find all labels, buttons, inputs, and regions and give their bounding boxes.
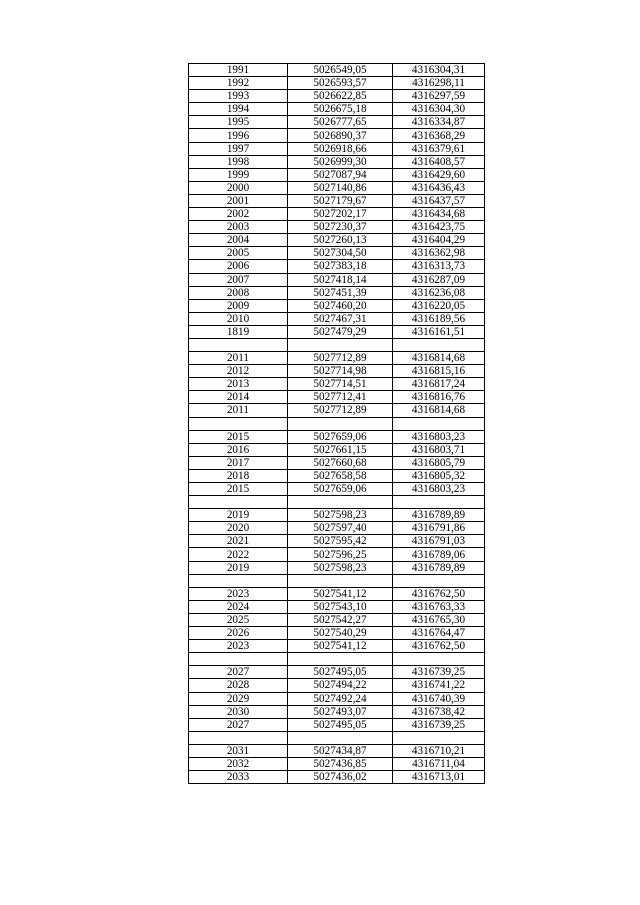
y-coordinate-cell: 4316738,42 (393, 705, 485, 718)
table-row (189, 430, 485, 443)
x-coordinate-cell: 5027712,89 (288, 352, 393, 365)
y-coordinate-cell: 4316287,09 (393, 273, 485, 286)
table-row (189, 731, 485, 744)
table-row (189, 234, 485, 247)
y-coordinate-cell (393, 574, 485, 587)
table-row (189, 600, 485, 613)
table-row (189, 522, 485, 535)
point-number-cell: 2003 (189, 221, 288, 234)
x-coordinate-cell: 5027495,05 (288, 666, 393, 679)
table-row (189, 469, 485, 482)
table-row (189, 561, 485, 574)
y-coordinate-cell: 4316765,30 (393, 613, 485, 626)
table-row (189, 116, 485, 129)
x-coordinate-cell: 5027451,39 (288, 286, 393, 299)
x-coordinate-cell: 5027492,24 (288, 692, 393, 705)
point-number-cell: 2013 (189, 378, 288, 391)
point-number-cell: 2006 (189, 260, 288, 273)
x-coordinate-cell: 5026890,37 (288, 129, 393, 142)
point-number-cell: 2009 (189, 299, 288, 312)
table-row (189, 692, 485, 705)
table-row (189, 574, 485, 587)
y-coordinate-cell: 4316710,21 (393, 744, 485, 757)
x-coordinate-cell (288, 574, 393, 587)
point-number-cell: 1995 (189, 116, 288, 129)
table-row (189, 640, 485, 653)
point-number-cell: 2015 (189, 430, 288, 443)
point-number-cell: 2031 (189, 744, 288, 757)
x-coordinate-cell: 5027493,07 (288, 705, 393, 718)
x-coordinate-cell (288, 338, 393, 351)
x-coordinate-cell: 5026622,85 (288, 90, 393, 103)
coordinates-table-body (189, 64, 485, 784)
table-row (189, 64, 485, 77)
x-coordinate-cell: 5027436,85 (288, 757, 393, 770)
x-coordinate-cell: 5027542,27 (288, 613, 393, 626)
y-coordinate-cell: 4316711,04 (393, 757, 485, 770)
y-coordinate-cell: 4316791,03 (393, 535, 485, 548)
table-row (189, 181, 485, 194)
table-row (189, 404, 485, 417)
x-coordinate-cell: 5026675,18 (288, 103, 393, 116)
point-number-cell: 2008 (189, 286, 288, 299)
table-row (189, 194, 485, 207)
x-coordinate-cell: 5027460,20 (288, 299, 393, 312)
point-number-cell: 1999 (189, 168, 288, 181)
table-row (189, 260, 485, 273)
x-coordinate-cell: 5026918,66 (288, 142, 393, 155)
y-coordinate-cell: 4316803,23 (393, 430, 485, 443)
point-number-cell: 2028 (189, 679, 288, 692)
table-row (189, 338, 485, 351)
y-coordinate-cell: 4316789,89 (393, 561, 485, 574)
table-row (189, 247, 485, 260)
y-coordinate-cell: 4316740,39 (393, 692, 485, 705)
point-number-cell: 1994 (189, 103, 288, 116)
point-number-cell: 2025 (189, 613, 288, 626)
y-coordinate-cell: 4316763,33 (393, 600, 485, 613)
x-coordinate-cell: 5027661,15 (288, 443, 393, 456)
point-number-cell: 2027 (189, 718, 288, 731)
point-number-cell (189, 496, 288, 509)
table-row (189, 679, 485, 692)
point-number-cell: 2033 (189, 771, 288, 784)
x-coordinate-cell: 5027660,68 (288, 456, 393, 469)
y-coordinate-cell: 4316404,29 (393, 234, 485, 247)
table-row (189, 443, 485, 456)
y-coordinate-cell: 4316408,57 (393, 155, 485, 168)
y-coordinate-cell: 4316423,75 (393, 221, 485, 234)
y-coordinate-cell: 4316739,25 (393, 718, 485, 731)
x-coordinate-cell: 5027541,12 (288, 587, 393, 600)
table-row (189, 208, 485, 221)
table-row (189, 299, 485, 312)
x-coordinate-cell: 5027658,58 (288, 469, 393, 482)
y-coordinate-cell: 4316739,25 (393, 666, 485, 679)
y-coordinate-cell: 4316741,22 (393, 679, 485, 692)
table-row (189, 90, 485, 103)
y-coordinate-cell: 4316814,68 (393, 352, 485, 365)
y-coordinate-cell: 4316815,16 (393, 365, 485, 378)
x-coordinate-cell: 5026549,05 (288, 64, 393, 77)
table-row (189, 757, 485, 770)
table-row (189, 509, 485, 522)
point-number-cell: 2019 (189, 561, 288, 574)
table-row (189, 286, 485, 299)
y-coordinate-cell: 4316816,76 (393, 391, 485, 404)
y-coordinate-cell: 4316362,98 (393, 247, 485, 260)
point-number-cell (189, 731, 288, 744)
y-coordinate-cell: 4316334,87 (393, 116, 485, 129)
x-coordinate-cell: 5027495,05 (288, 718, 393, 731)
point-number-cell: 2027 (189, 666, 288, 679)
y-coordinate-cell: 4316297,59 (393, 90, 485, 103)
y-coordinate-cell: 4316434,68 (393, 208, 485, 221)
x-coordinate-cell: 5027304,50 (288, 247, 393, 260)
y-coordinate-cell: 4316313,73 (393, 260, 485, 273)
table-row (189, 718, 485, 731)
point-number-cell: 2019 (189, 509, 288, 522)
x-coordinate-cell: 5027598,23 (288, 509, 393, 522)
point-number-cell: 2002 (189, 208, 288, 221)
point-number-cell: 1991 (189, 64, 288, 77)
table-row (189, 417, 485, 430)
table-row (189, 391, 485, 404)
x-coordinate-cell: 5027543,10 (288, 600, 393, 613)
table-row (189, 548, 485, 561)
table-row (189, 744, 485, 757)
y-coordinate-cell: 4316762,50 (393, 587, 485, 600)
x-coordinate-cell: 5027202,17 (288, 208, 393, 221)
y-coordinate-cell: 4316304,31 (393, 64, 485, 77)
y-coordinate-cell: 4316298,11 (393, 77, 485, 90)
point-number-cell: 2012 (189, 365, 288, 378)
x-coordinate-cell: 5027140,86 (288, 181, 393, 194)
point-number-cell: 1996 (189, 129, 288, 142)
y-coordinate-cell: 4316789,89 (393, 509, 485, 522)
table-row (189, 312, 485, 325)
x-coordinate-cell (288, 417, 393, 430)
y-coordinate-cell (393, 653, 485, 666)
point-number-cell: 2018 (189, 469, 288, 482)
table-row (189, 653, 485, 666)
x-coordinate-cell: 5027659,06 (288, 483, 393, 496)
x-coordinate-cell: 5027467,31 (288, 312, 393, 325)
point-number-cell: 2024 (189, 600, 288, 613)
point-number-cell: 2001 (189, 194, 288, 207)
x-coordinate-cell: 5027087,94 (288, 168, 393, 181)
point-number-cell: 2026 (189, 627, 288, 640)
y-coordinate-cell: 4316220,05 (393, 299, 485, 312)
coordinates-table (188, 63, 485, 784)
y-coordinate-cell: 4316189,56 (393, 312, 485, 325)
y-coordinate-cell: 4316803,23 (393, 483, 485, 496)
table-row (189, 535, 485, 548)
point-number-cell: 2011 (189, 404, 288, 417)
point-number-cell: 1993 (189, 90, 288, 103)
y-coordinate-cell: 4316764,47 (393, 627, 485, 640)
point-number-cell: 2016 (189, 443, 288, 456)
y-coordinate-cell: 4316789,06 (393, 548, 485, 561)
table-row (189, 771, 485, 784)
point-number-cell: 2007 (189, 273, 288, 286)
x-coordinate-cell: 5027540,29 (288, 627, 393, 640)
y-coordinate-cell: 4316429,60 (393, 168, 485, 181)
y-coordinate-cell: 4316791,86 (393, 522, 485, 535)
table-row (189, 666, 485, 679)
x-coordinate-cell: 5027494,22 (288, 679, 393, 692)
table-row (189, 103, 485, 116)
y-coordinate-cell (393, 417, 485, 430)
point-number-cell: 1998 (189, 155, 288, 168)
point-number-cell: 2014 (189, 391, 288, 404)
table-row (189, 587, 485, 600)
y-coordinate-cell: 4316368,29 (393, 129, 485, 142)
point-number-cell: 2021 (189, 535, 288, 548)
point-number-cell: 2010 (189, 312, 288, 325)
x-coordinate-cell: 5027714,51 (288, 378, 393, 391)
x-coordinate-cell: 5026999,30 (288, 155, 393, 168)
point-number-cell: 2000 (189, 181, 288, 194)
x-coordinate-cell: 5027596,25 (288, 548, 393, 561)
y-coordinate-cell: 4316762,50 (393, 640, 485, 653)
table-row (189, 483, 485, 496)
table-row (189, 456, 485, 469)
y-coordinate-cell: 4316379,61 (393, 142, 485, 155)
x-coordinate-cell: 5027598,23 (288, 561, 393, 574)
y-coordinate-cell: 4316803,71 (393, 443, 485, 456)
table-row (189, 705, 485, 718)
point-number-cell: 2023 (189, 640, 288, 653)
x-coordinate-cell: 5027595,42 (288, 535, 393, 548)
y-coordinate-cell: 4316814,68 (393, 404, 485, 417)
y-coordinate-cell (393, 731, 485, 744)
table-row (189, 496, 485, 509)
y-coordinate-cell: 4316817,24 (393, 378, 485, 391)
x-coordinate-cell (288, 731, 393, 744)
y-coordinate-cell: 4316436,43 (393, 181, 485, 194)
table-row (189, 365, 485, 378)
table-row (189, 627, 485, 640)
x-coordinate-cell: 5027597,40 (288, 522, 393, 535)
table-row (189, 77, 485, 90)
x-coordinate-cell: 5027712,41 (288, 391, 393, 404)
x-coordinate-cell: 5027418,14 (288, 273, 393, 286)
y-coordinate-cell: 4316161,51 (393, 325, 485, 338)
x-coordinate-cell: 5027260,13 (288, 234, 393, 247)
x-coordinate-cell: 5026593,57 (288, 77, 393, 90)
y-coordinate-cell: 4316713,01 (393, 771, 485, 784)
x-coordinate-cell: 5027714,98 (288, 365, 393, 378)
x-coordinate-cell: 5026777,65 (288, 116, 393, 129)
table-row (189, 378, 485, 391)
x-coordinate-cell: 5027479,29 (288, 325, 393, 338)
point-number-cell: 2029 (189, 692, 288, 705)
table-row (189, 142, 485, 155)
y-coordinate-cell: 4316805,79 (393, 456, 485, 469)
point-number-cell: 2004 (189, 234, 288, 247)
point-number-cell: 1819 (189, 325, 288, 338)
point-number-cell: 2022 (189, 548, 288, 561)
x-coordinate-cell: 5027436,02 (288, 771, 393, 784)
point-number-cell: 2017 (189, 456, 288, 469)
y-coordinate-cell (393, 496, 485, 509)
table-row (189, 155, 485, 168)
table-row (189, 613, 485, 626)
y-coordinate-cell: 4316437,57 (393, 194, 485, 207)
point-number-cell: 1997 (189, 142, 288, 155)
point-number-cell: 1992 (189, 77, 288, 90)
point-number-cell (189, 338, 288, 351)
point-number-cell: 2030 (189, 705, 288, 718)
point-number-cell (189, 653, 288, 666)
point-number-cell (189, 417, 288, 430)
point-number-cell (189, 574, 288, 587)
point-number-cell: 2011 (189, 352, 288, 365)
table-row (189, 168, 485, 181)
y-coordinate-cell (393, 338, 485, 351)
point-number-cell: 2015 (189, 483, 288, 496)
y-coordinate-cell: 4316304,30 (393, 103, 485, 116)
point-number-cell: 2020 (189, 522, 288, 535)
table-row (189, 129, 485, 142)
x-coordinate-cell: 5027659,06 (288, 430, 393, 443)
x-coordinate-cell: 5027230,37 (288, 221, 393, 234)
point-number-cell: 2032 (189, 757, 288, 770)
x-coordinate-cell: 5027179,67 (288, 194, 393, 207)
y-coordinate-cell: 4316805,32 (393, 469, 485, 482)
x-coordinate-cell: 5027383,18 (288, 260, 393, 273)
x-coordinate-cell: 5027712,89 (288, 404, 393, 417)
point-number-cell: 2023 (189, 587, 288, 600)
x-coordinate-cell (288, 653, 393, 666)
table-row (189, 352, 485, 365)
y-coordinate-cell: 4316236,08 (393, 286, 485, 299)
x-coordinate-cell (288, 496, 393, 509)
point-number-cell: 2005 (189, 247, 288, 260)
table-row (189, 273, 485, 286)
x-coordinate-cell: 5027541,12 (288, 640, 393, 653)
x-coordinate-cell: 5027434,87 (288, 744, 393, 757)
table-row (189, 325, 485, 338)
table-row (189, 221, 485, 234)
